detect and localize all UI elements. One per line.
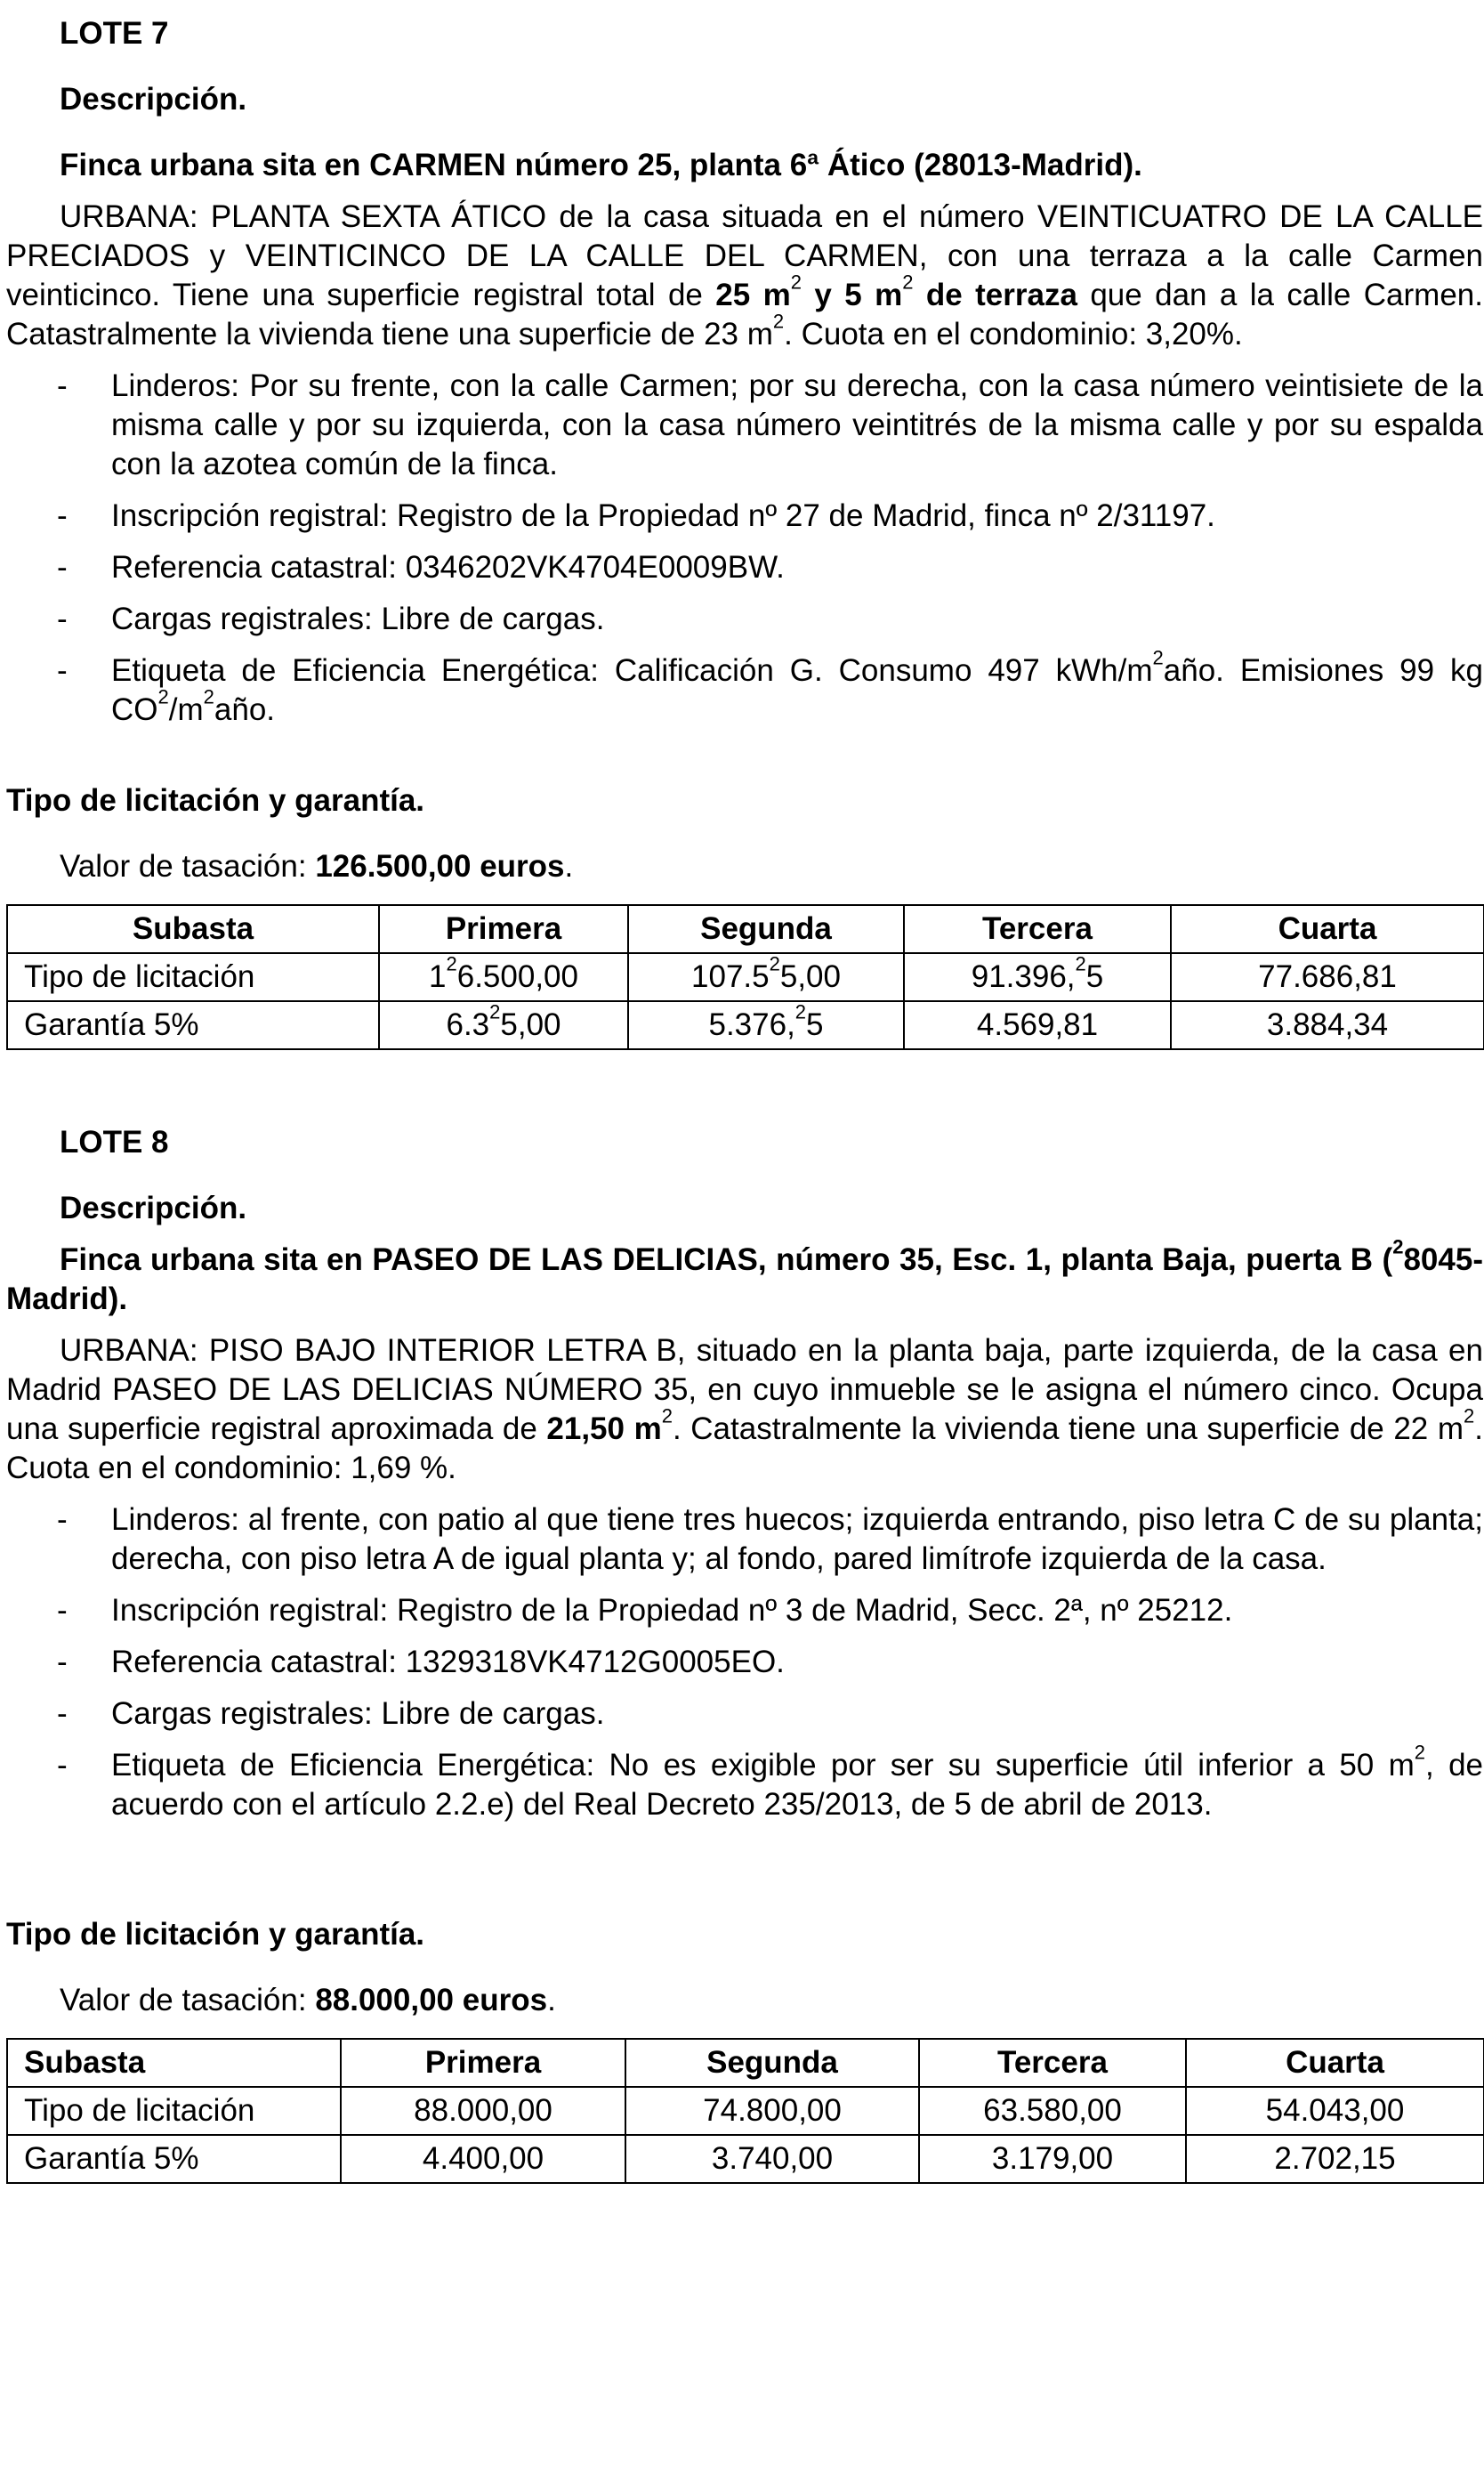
lote-8-valor-tasacion: Valor de tasación: 88.000,00 euros. <box>60 1983 556 2017</box>
lote-8-cargas: - Cargas registrales: Libre de cargas. <box>57 1696 605 1731</box>
table-row <box>7 2135 1484 2183</box>
cell-segunda: 107.5$^2$5,00 <box>628 953 904 1001</box>
lote-7-finca-title: Finca urbana sita en CARMEN número 25, planta 6ª Ático (28013-Madrid). <box>60 148 1142 182</box>
cell-segunda: 3.740,00 <box>625 2135 919 2183</box>
cell-tercera: 63.580,00 <box>919 2087 1186 2135</box>
lote-8-table <box>6 2038 1484 2184</box>
header-tercera: Tercera <box>904 905 1171 953</box>
lote-7-description-label: Descripción. <box>60 82 247 117</box>
lote-7-valor-tasacion: Valor de tasación: 126.500,00 euros. <box>60 849 574 884</box>
header-subasta: Subasta <box>7 905 379 953</box>
document-page <box>6 0 1483 2184</box>
table-row <box>7 953 1484 1001</box>
lote-7-referencia: - Referencia catastral: 0346202VK4704E0009BW. <box>57 550 785 585</box>
lote-7-inscripcion: - Inscripción registral: Registro de la Propiedad nº 27 de Madrid, finca nº 2/31197. <box>57 498 1215 533</box>
header-cuarta: Cuarta <box>1186 2039 1484 2087</box>
cell-cuarta: 2.702,15 <box>1186 2135 1484 2183</box>
lote-8-finca-title: Finca urbana sita en PASEO DE LAS DELICIAS, número 35, Esc. 1, planta Baja, puerta B ($^2$8045-Madrid). <box>6 1235 1483 1316</box>
header-primera: Primera <box>341 2039 625 2087</box>
cell-tercera: 91.396,$^2$5 <box>904 953 1171 1001</box>
cell-primera: $1^26.500,00$ <box>379 953 628 1001</box>
lote-8-etiqueta: - Etiqueta de Eficiencia Energética: No es exigible por ser su superficie útil inferior a 50 $m^2$, de acuerdo con el artículo 2.2.e) del Real Decreto 235/2013, de 5 de abril de 2013. <box>57 1741 1483 1822</box>
lote-8-inscripcion: - Inscripción registral: Registro de la Propiedad nº 3 de Madrid, Secc. 2ª, nº 25212. <box>57 1593 1233 1628</box>
table-header-row <box>7 905 1484 953</box>
cell-segunda: 74.800,00 <box>625 2087 919 2135</box>
header-subasta: Subasta <box>7 2039 341 2087</box>
lote-7-etiqueta: - Etiqueta de Eficiencia Energética: Calificación G. Consumo 497 kWh/$m^2año$. Emisiones 99 kg $CO^2/m^2año$. <box>57 646 1483 727</box>
lote-8-referencia: - Referencia catastral: 1329318VK4712G0005EO. <box>57 1645 785 1679</box>
row-label: Tipo de licitación <box>7 953 379 1001</box>
lote-7-linderos: - Linderos: Por su frente, con la calle Carmen; por su derecha, con la casa número veintisiete de la misma calle y por su izquierda, con la casa número veintitrés de la misma calle y por su espalda con la azotea común de la finca. <box>57 368 1483 481</box>
cell-tercera: 4.569,81 <box>904 1001 1171 1049</box>
row-label: Garantía 5% <box>7 1001 379 1049</box>
lote-7-tipo-heading: Tipo de licitación y garantía. <box>6 783 425 818</box>
table-row <box>7 1001 1484 1049</box>
lote-7-table <box>6 904 1484 1050</box>
header-tercera: Tercera <box>919 2039 1186 2087</box>
lote-8-title: LOTE 8 <box>60 1125 169 1160</box>
row-label: Garantía 5% <box>7 2135 341 2183</box>
lote-7-urbana-paragraph: URBANA: PLANTA SEXTA ÁTICO de la casa situada en el número VEINTICUATRO DE LA CALLE PRECIADOS y VEINTICINCO DE LA CALLE DEL CARMEN, con una terraza a la calle Carmen veinticinco. Tiene una superficie registral total de 25 $m^2$ y 5 $m^2$ de terraza que dan a la calle Carmen. Catastralmente la vivienda tiene una superficie de 23 $m^2$. Cuota en el condominio: 3,20%. <box>6 199 1483 352</box>
header-segunda: Segunda <box>628 905 904 953</box>
cell-primera: 88.000,00 <box>341 2087 625 2135</box>
lote-8-urbana-paragraph: URBANA: PISO BAJO INTERIOR LETRA B, situado en la planta baja, parte izquierda, de la casa en Madrid PASEO DE LAS DELICIAS NÚMERO 35, en cuyo inmueble se le asigna el número cinco. Ocupa una superficie registral aproximada de 21,50 $m^2$. Catastralmente la vivienda tiene una superficie de 22 $m^2$. Cuota en el condominio: 1,69 %. <box>6 1333 1483 1485</box>
lote-8 <box>6 1050 1483 2184</box>
table-header-row <box>7 2039 1484 2087</box>
cell-cuarta: 77.686,81 <box>1171 953 1484 1001</box>
row-label: Tipo de licitación <box>7 2087 341 2135</box>
lote-7-cargas: - Cargas registrales: Libre de cargas. <box>57 602 605 636</box>
lote-7 <box>6 0 1483 1050</box>
header-primera: Primera <box>379 905 628 953</box>
lote-7-title: LOTE 7 <box>60 16 169 51</box>
table-row <box>7 2087 1484 2135</box>
cell-primera: $6.3^25,00$ <box>379 1001 628 1049</box>
header-segunda: Segunda <box>625 2039 919 2087</box>
cell-segunda: 5.376,$^2$5 <box>628 1001 904 1049</box>
cell-cuarta: 54.043,00 <box>1186 2087 1484 2135</box>
cell-primera: 4.400,00 <box>341 2135 625 2183</box>
cell-tercera: 3.179,00 <box>919 2135 1186 2183</box>
cell-cuarta: 3.884,34 <box>1171 1001 1484 1049</box>
lote-8-tipo-heading: Tipo de licitación y garantía. <box>6 1917 425 1952</box>
lote-8-description-label: Descripción. <box>60 1191 247 1225</box>
lote-8-linderos: - Linderos: al frente, con patio al que tiene tres huecos; izquierda entrando, piso letra C de su planta; derecha, con piso letra A de igual planta y; al fondo, pared limítrofe izquierda de la casa. <box>57 1502 1483 1576</box>
header-cuarta: Cuarta <box>1171 905 1484 953</box>
